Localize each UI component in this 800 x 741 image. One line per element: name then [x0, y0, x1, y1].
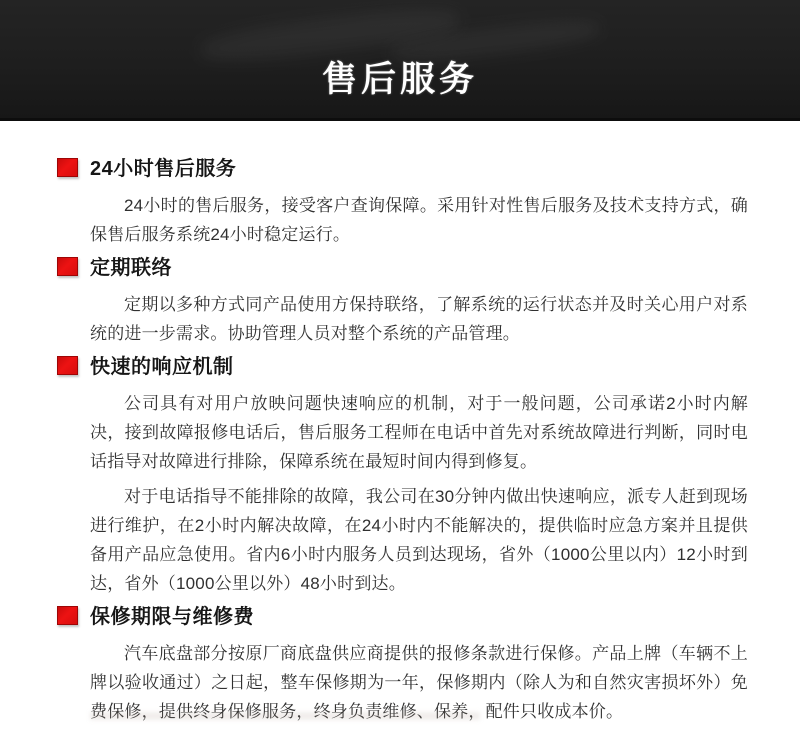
watermark-smudge-bottom	[90, 712, 480, 720]
paragraph: 公司具有对用户放映问题快速响应的机制，对于一般问题，公司承诺2小时内解决，接到故障报修电话后，售后服务工程师在电话中首先对系统故障进行判断，同时电话指导对故障进行排除，保障系统在最短时间内得到修复。	[90, 394, 748, 471]
section-heading	[90, 255, 748, 281]
section-heading-text: 24小时售后服务	[90, 158, 237, 180]
red-square-bullet-icon	[57, 606, 78, 625]
section-heading	[90, 604, 748, 630]
section-heading-text: 定期联络	[90, 257, 172, 279]
section-heading	[90, 156, 748, 182]
section-heading-text: 保修期限与维修费	[90, 606, 254, 628]
page-title: 售后服务	[321, 60, 478, 99]
content-area	[0, 121, 800, 726]
paragraph: 对于电话指导不能排除的故障，我公司在30分钟内做出快速响应，派专人赶到现场进行维护，在2小时内解决故障，在24小时内不能解决的，提供临时应急方案并且提供备用产品应急使用。省内6小时内服务人员到达现场，省外（1000公里以内）12小时到达，省外（1000公里以外）48小时到达。	[90, 487, 748, 593]
paragraph: 汽车底盘部分按原厂商底盘供应商提供的报修条款进行保修。产品上牌（车辆不上牌以验收通过）之日起，整车保修期为一年，保修期内（除人为和自然灾害损坏外）免费保修，提供终身保修服务，终身负责维修、保养，配件只收成本价。	[90, 644, 748, 721]
section-fast-response	[90, 354, 748, 598]
red-square-bullet-icon	[57, 158, 78, 177]
paragraph: 24小时的售后服务，接受客户查询保障。采用针对性售后服务及技术支持方式，确保售后服务系统24小时稳定运行。	[90, 196, 748, 244]
red-square-bullet-icon	[57, 257, 78, 276]
page-header	[0, 0, 800, 121]
section-heading	[90, 354, 748, 380]
section-24h-service	[90, 156, 748, 249]
paragraph: 定期以多种方式同产品使用方保持联络，了解系统的运行状态并及时关心用户对系统的进一步需求。协助管理人员对整个系统的产品管理。	[90, 295, 748, 343]
section-regular-contact	[90, 255, 748, 348]
red-square-bullet-icon	[57, 356, 78, 375]
section-heading-text: 快速的响应机制	[90, 356, 234, 378]
section-warranty	[90, 604, 748, 726]
